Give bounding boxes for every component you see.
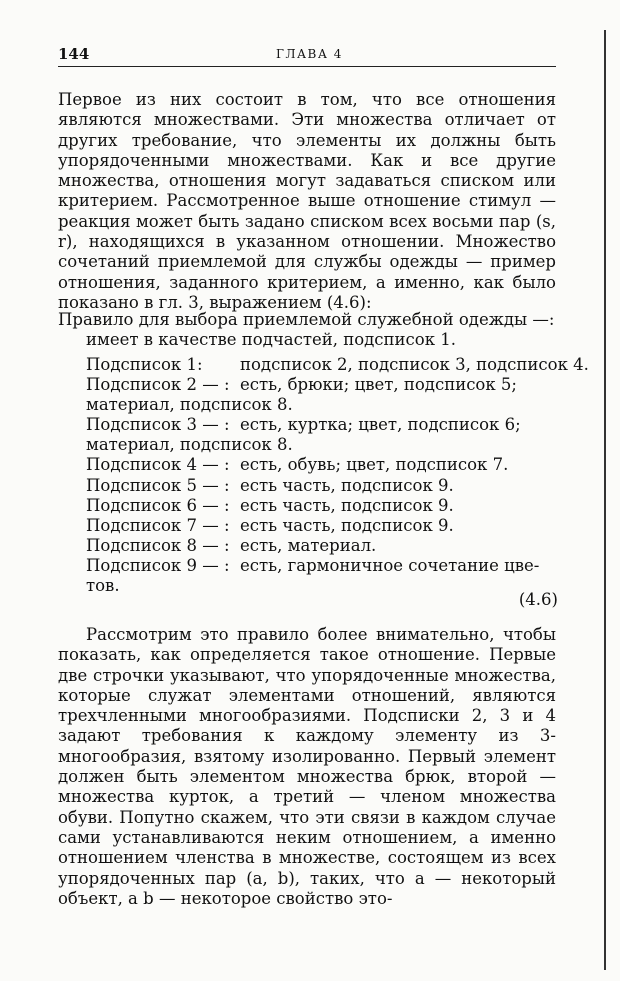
sublist-continuation: материал, подсписок 8. (86, 435, 293, 455)
sublist-label: Подсписок 3 — : (86, 415, 230, 435)
sublist-text: есть часть, подсписок 9. (240, 495, 454, 515)
sublist-continuation: материал, подсписок 8. (86, 395, 293, 415)
sublist-label: Подсписок 1: (86, 355, 203, 374)
page-number: 144 (58, 45, 90, 63)
sublist-row (86, 556, 560, 576)
sublist-label: Подсписок 9 — : (86, 555, 230, 575)
equation-number: (4.6) (518, 590, 558, 609)
sublist-label: Подсписок 8 — : (86, 535, 230, 555)
sublist-row (86, 415, 560, 435)
sublist-text: есть, гармоничное сочетание цве- (240, 555, 540, 575)
sublist-label: Подсписок 7 — : (86, 515, 230, 535)
sublist-label: Подсписок 5 — : (86, 475, 230, 495)
sublist-row (86, 355, 589, 375)
sublist-text: есть часть, подсписок 9. (240, 515, 454, 535)
rule-line-2: имеет в качестве подчастей, подсписок 1. (86, 330, 457, 350)
paragraph-2: Рассмотрим это правило более внимательно, чтобы показать, как определяется такое отношение. Первые две строчки указывают, что упорядоченные множества, которые служат элементами отношений, являются трехчленными многообразиями. Подсписки 2, 3 и 4 задают требования к каждому элементу из 3-многообразия, взятому изолированно. Первый элемент должен быть элементом множества брюк, второй — множества курток, а третий — членом множества обуви. Попутно скажем, что эти связи в каждом случае сами устанавливаются неким отношением, а именно отношением членства в множестве, состоящем из всех упорядоченных пар (a, b), таких, что a — некоторый объект, а b — некоторое свойство это- (58, 625, 556, 908)
header-rule (58, 66, 556, 67)
sublist-row (86, 455, 560, 475)
chapter-title: ГЛАВА 4 (276, 47, 343, 61)
sublist-block (86, 355, 589, 596)
rule-line-1: Правило для выбора приемлемой служебной одежды —: (58, 310, 555, 329)
sublist-text: есть, обувь; цвет, подсписок 7. (240, 455, 509, 475)
sublist-text: подсписок 2, подсписок 3, подсписок 4. (240, 355, 589, 374)
sublist-text: есть, материал. (240, 535, 377, 555)
sublist-text: есть часть, подсписок 9. (240, 475, 454, 495)
sublist-row (86, 375, 560, 395)
rule-block (58, 310, 558, 351)
paragraph-1: Первое из них состоит в том, что все отношения являются множествами. Эти множества отличает от других требование, что элементы их должны быть упорядоченными множествами. Как и все другие множества, отношения могут задаваться списком или критерием. Рассмотренное выше отношение стимул — реакция может быть задано списком всех восьми пар (s, r), находящихся в указанном отношении. Множество сочетаний приемлемой для службы одежды — пример отношения, заданного критерием, а именно, как было показано в гл. 3, выражением (4.6): (58, 90, 556, 312)
sublist-continuation: тов. (86, 576, 120, 596)
sublist-text: есть, брюки; цвет, подсписок 5; (240, 375, 517, 395)
sublist-row (86, 536, 560, 556)
sublist-label: Подсписок 2 — : (86, 375, 230, 395)
sublist-label: Подсписок 4 — : (86, 455, 230, 475)
page-edge-line (604, 30, 606, 970)
sublist-label: Подсписок 6 — : (86, 495, 230, 515)
sublist-row (86, 496, 560, 516)
sublist-text: есть, куртка; цвет, подсписок 6; (240, 415, 521, 435)
sublist-row (86, 516, 560, 536)
sublist-row (86, 476, 560, 496)
